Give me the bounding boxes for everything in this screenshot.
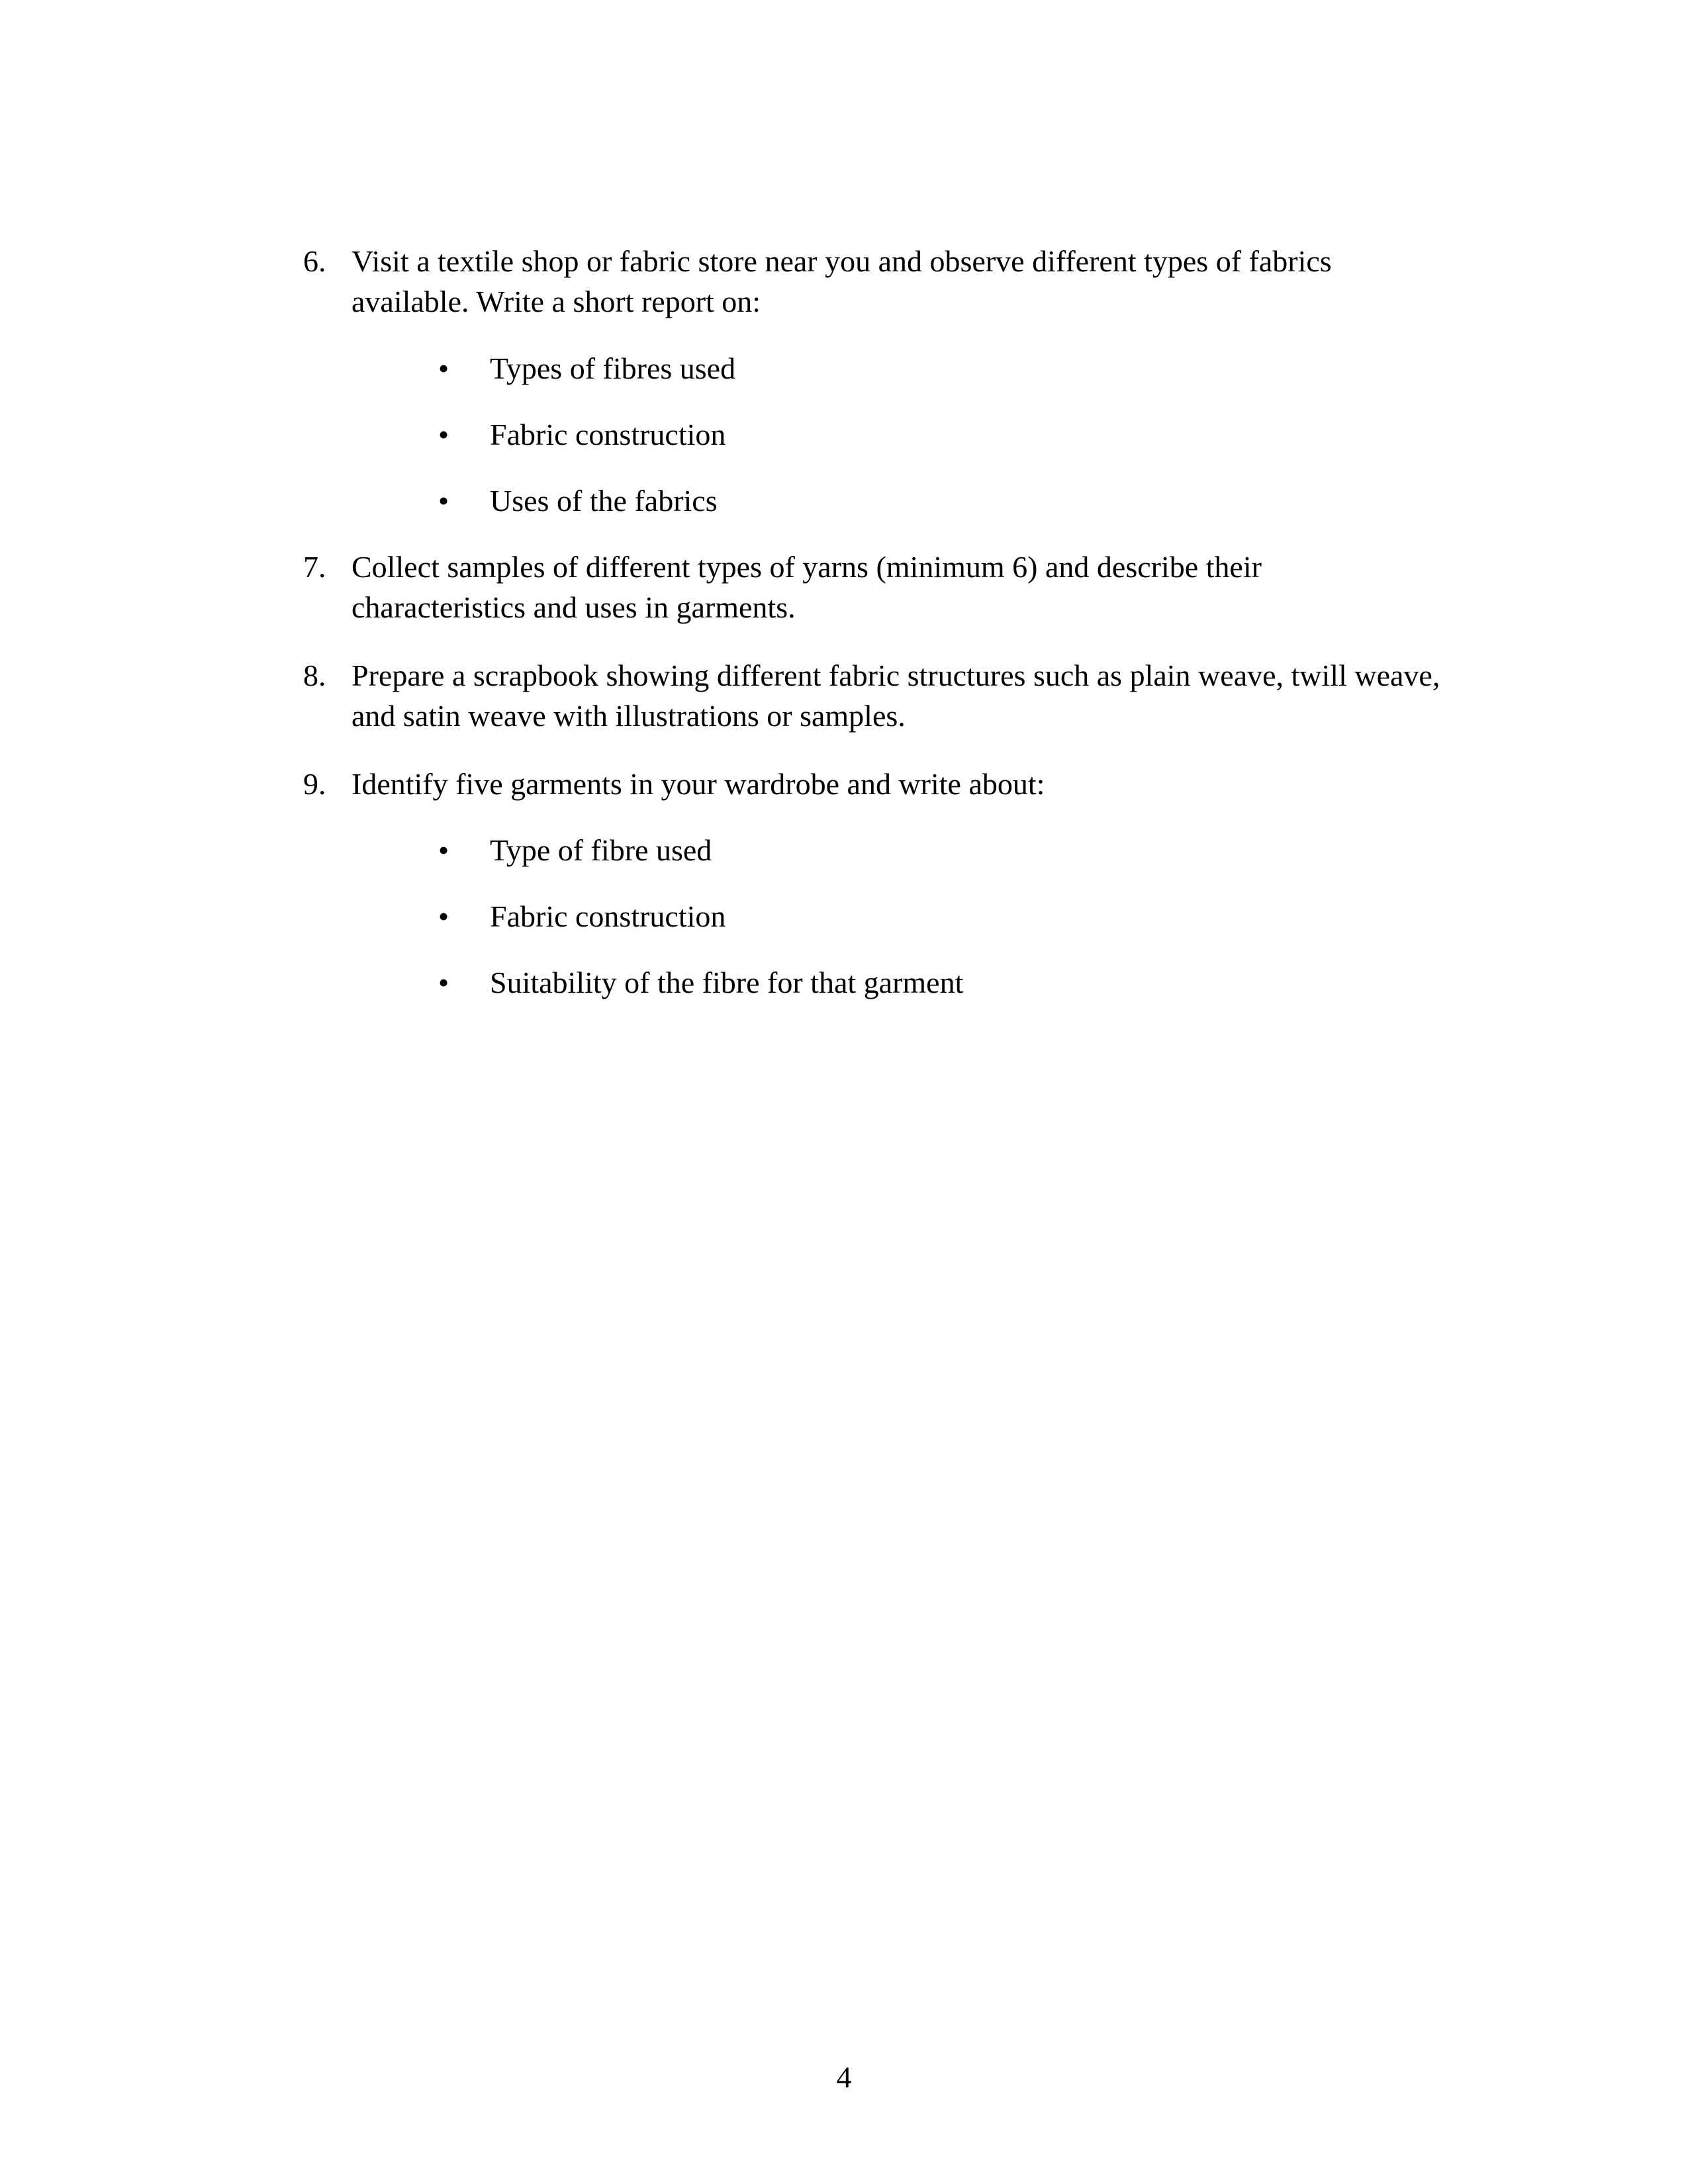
- item-text: Visit a textile shop or fabric store near you and observe different types of fabrics available. Write a short report on:: [352, 244, 1332, 318]
- item-text: Identify five garments in your wardrobe and write about:: [352, 767, 1045, 801]
- bullet-icon: •: [438, 966, 449, 999]
- list-item-6: [303, 241, 1442, 322]
- list-item-9: [303, 764, 1442, 804]
- bullet-icon: •: [438, 418, 449, 451]
- bullet-text: Fabric construction: [490, 418, 726, 451]
- item-number: 8.: [303, 659, 326, 692]
- item-text: Collect samples of different types of yarns (minimum 6) and describe their characteristics and uses in garments.: [352, 550, 1262, 624]
- item-number: 7.: [303, 550, 326, 584]
- bullet-text: Suitability of the fibre for that garment: [490, 966, 964, 999]
- item-text: Prepare a scrapbook showing different fabric structures such as plain weave, twill weave, and satin weave with illustrations or samples.: [352, 659, 1440, 733]
- bullet-text: Type of fibre used: [490, 833, 712, 867]
- list-item-7: [303, 547, 1442, 627]
- page-number: 4: [836, 2060, 852, 2094]
- item-number: 6.: [303, 244, 326, 278]
- bullet-text: Uses of the fabrics: [490, 484, 718, 518]
- item-number: 9.: [303, 767, 326, 801]
- bullet-text: Fabric construction: [490, 899, 726, 933]
- bullet-icon: •: [438, 833, 449, 867]
- bullet-text: Types of fibres used: [490, 351, 736, 385]
- bullet-icon: •: [438, 484, 449, 518]
- bullet-icon: •: [438, 899, 449, 933]
- list-item-8: [303, 655, 1442, 736]
- bullet-icon: •: [438, 351, 449, 385]
